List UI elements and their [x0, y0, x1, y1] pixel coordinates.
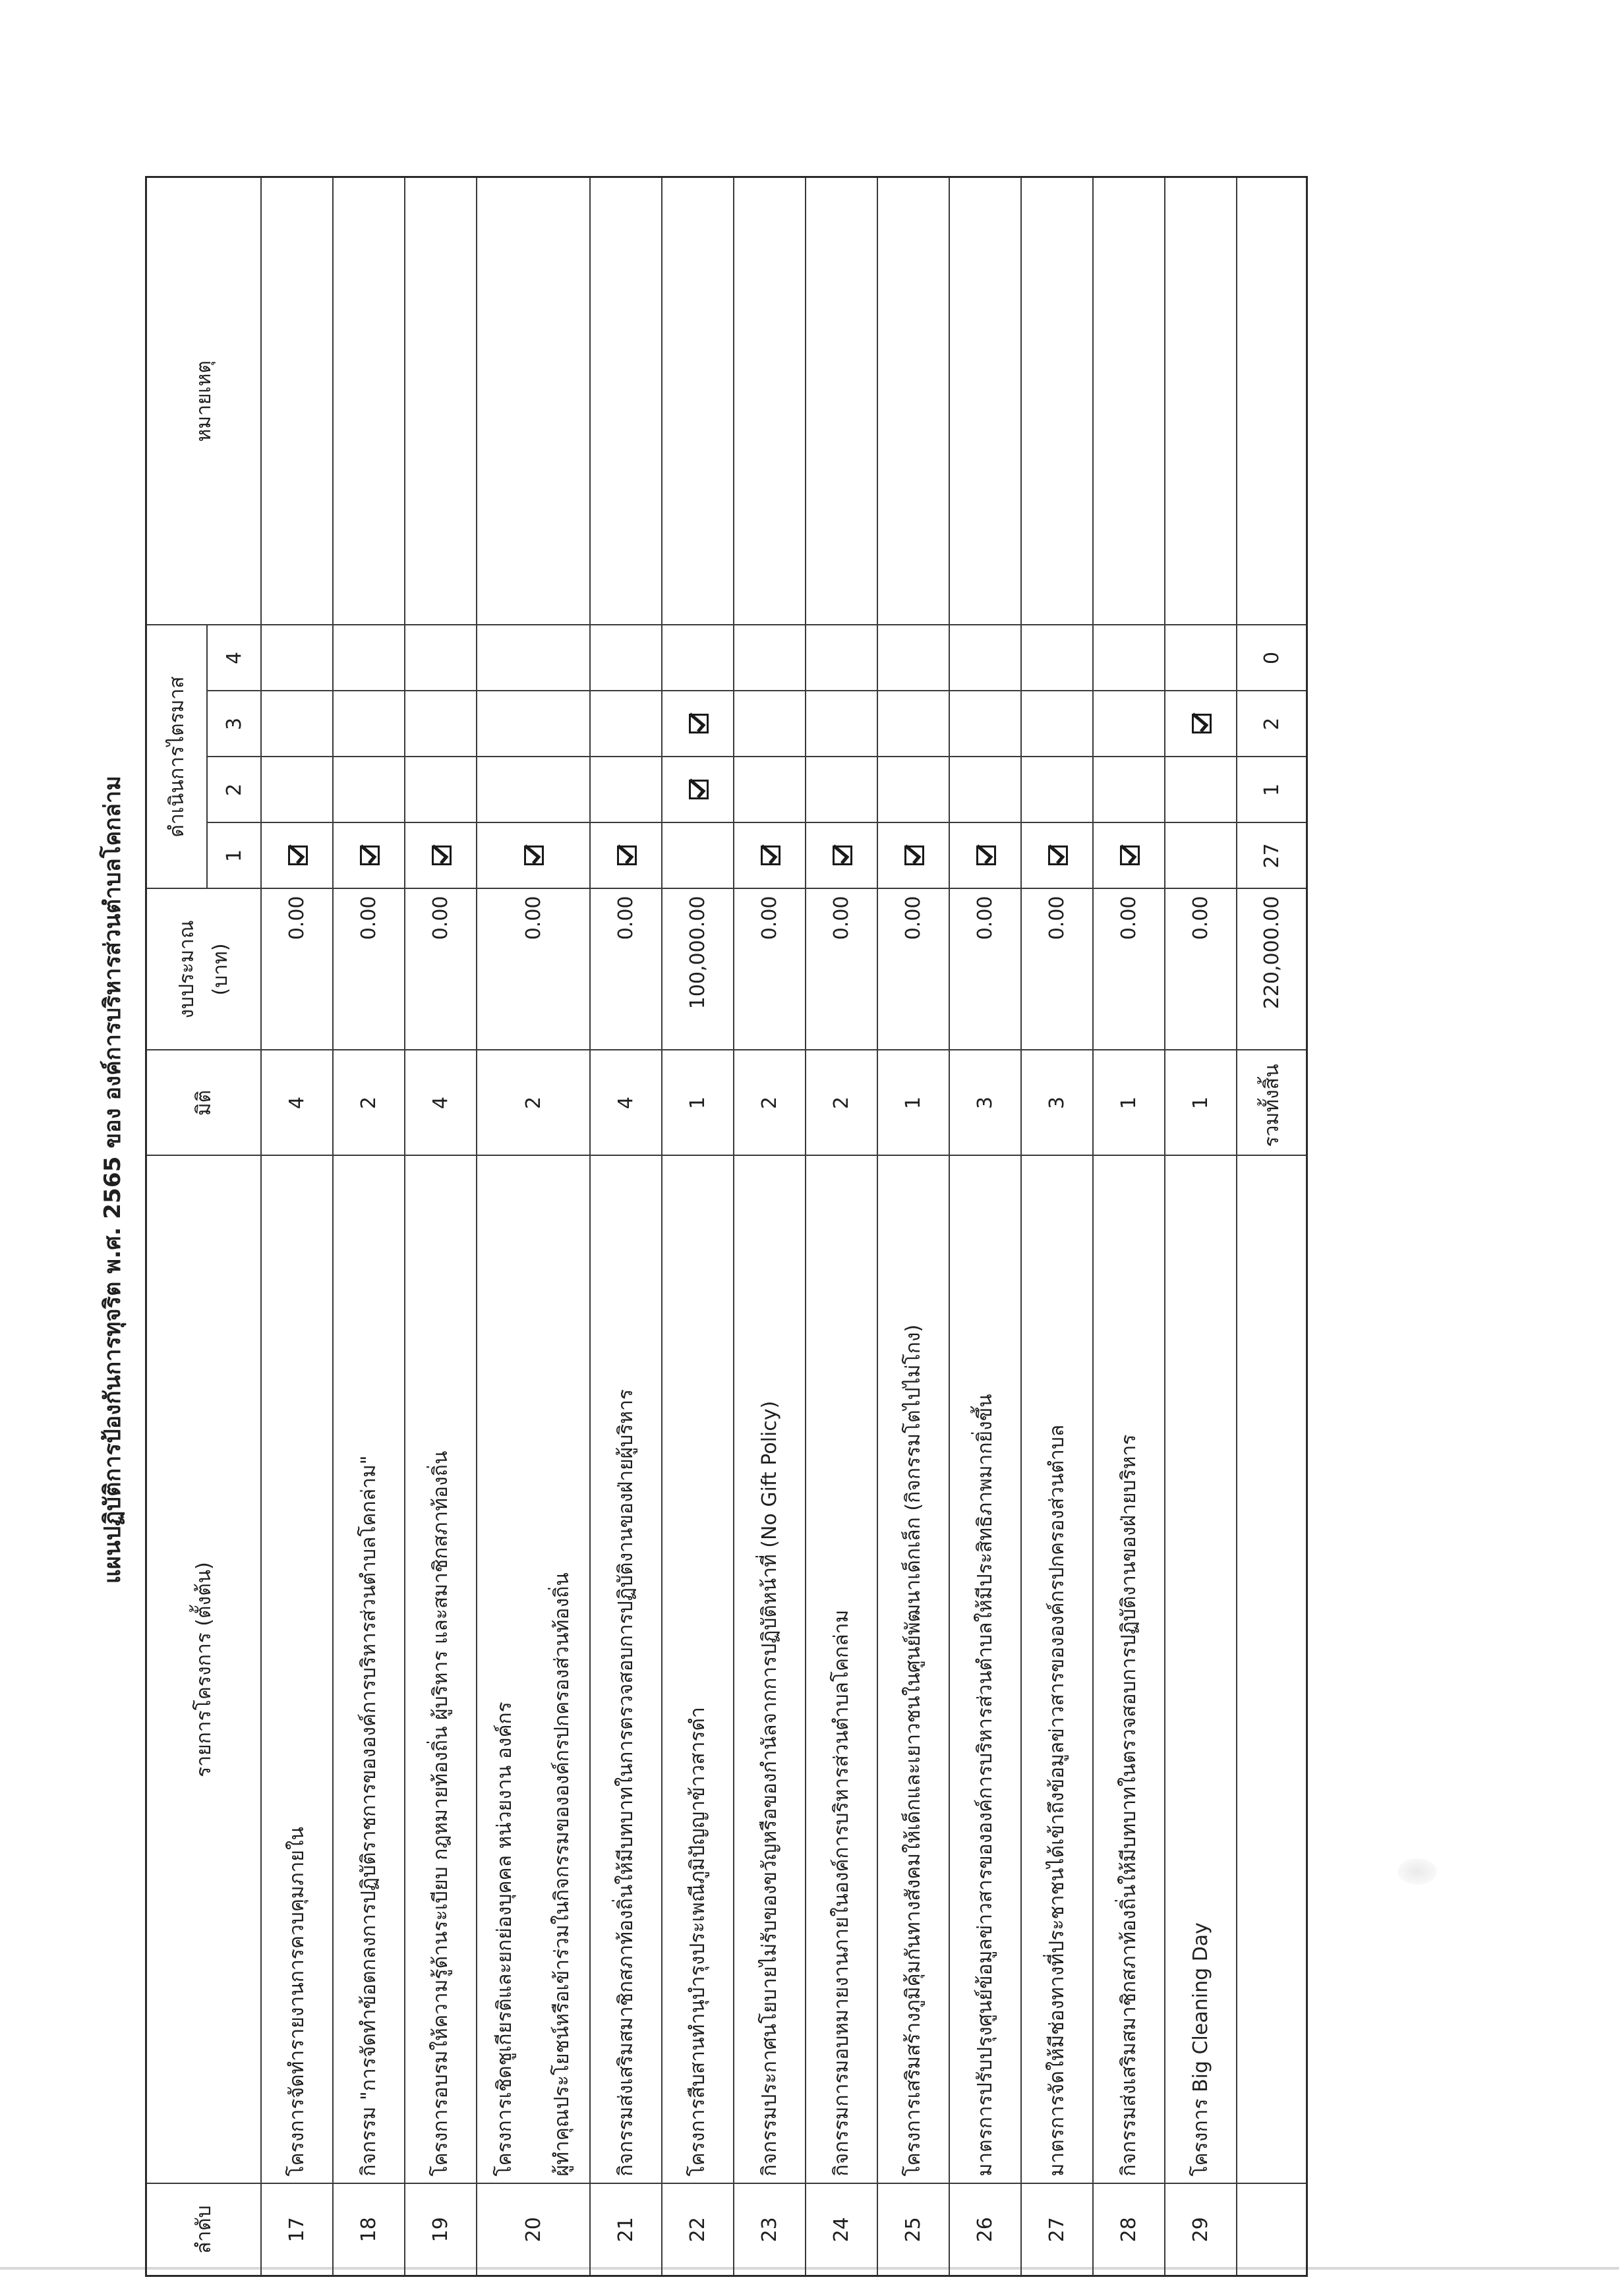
table-row	[405, 177, 477, 2276]
checkmark-icon	[432, 846, 452, 866]
row-number: 24	[806, 2184, 877, 2276]
quarter-q4-cell	[662, 625, 734, 691]
project-name	[662, 1156, 734, 2184]
table-row	[477, 177, 590, 2276]
quarter-q4-cell	[405, 625, 477, 691]
total-q1: 27	[1237, 823, 1307, 889]
quarter-q1-cell	[877, 823, 949, 889]
total-empty-no	[1237, 2184, 1307, 2276]
quarter-q2-cell	[590, 757, 662, 823]
table-row	[949, 177, 1021, 2276]
project-name	[261, 1156, 333, 2184]
total-remarks	[1237, 177, 1307, 625]
row-number: 28	[1093, 2184, 1165, 2276]
remarks-cell	[1165, 177, 1237, 625]
quarter-q3-cell	[1165, 691, 1237, 757]
row-number: 20	[477, 2184, 590, 2276]
quarter-q3-cell	[477, 691, 590, 757]
row-number: 17	[261, 2184, 333, 2276]
project-name-line1: โครงการเชิดชูเกียรติและยกย่องบุคคล หน่วยงาน องค์กร	[493, 1702, 516, 2177]
checkmark-icon	[1120, 846, 1140, 866]
quarter-q4-cell	[261, 625, 333, 691]
project-name-line1: กิจกรรมการมอบหมายงานภายในองค์การบริหารส่วนตำบลโคกล่าม	[830, 1609, 853, 2177]
checkmark-icon	[524, 846, 544, 866]
project-name	[590, 1156, 662, 2184]
remarks-cell	[1093, 177, 1165, 625]
checkmark-icon	[1192, 714, 1212, 734]
project-table	[145, 176, 1308, 2277]
quarter-q1-cell	[261, 823, 333, 889]
quarter-q4-cell	[734, 625, 806, 691]
table-row	[1093, 177, 1165, 2276]
dimension-value: 2	[477, 1050, 590, 1156]
table-row	[261, 177, 333, 2276]
quarter-q1-cell	[734, 823, 806, 889]
project-name-line1: กิจกรรมส่งเสริมสมาชิกสภาท้องถิ่นให้มีบทบาทในตรวจสอบการปฏิบัติงานของฝ่ายบริหาร	[1117, 1434, 1140, 2177]
remarks-cell	[1021, 177, 1093, 625]
row-number: 27	[1021, 2184, 1093, 2276]
quarter-q1-cell	[1165, 823, 1237, 889]
remarks-cell	[333, 177, 405, 625]
project-name	[1165, 1156, 1237, 2184]
quarter-q2-cell	[949, 757, 1021, 823]
dimension-value: 1	[877, 1050, 949, 1156]
project-name	[477, 1156, 590, 2184]
table-row	[590, 177, 662, 2276]
quarter-q1-cell	[590, 823, 662, 889]
budget-value: 0.00	[949, 889, 1021, 1050]
project-name-line1: กิจกรรม "การจัดทำข้อตกลงการปฏิบัติราชการขององค์การบริหารส่วนตำบลโคกล่าม"	[357, 1455, 380, 2177]
table-body	[261, 177, 1237, 2276]
checkmark-icon	[904, 846, 924, 866]
checkmark-icon	[833, 846, 852, 866]
dimension-value: 4	[261, 1050, 333, 1156]
quarter-q2-cell	[1093, 757, 1165, 823]
checkmark-icon	[288, 846, 308, 866]
total-empty-name	[1237, 1156, 1307, 2184]
quarter-q1-cell	[1021, 823, 1093, 889]
dimension-value: 3	[1021, 1050, 1093, 1156]
budget-value: 0.00	[806, 889, 877, 1050]
quarter-q4-cell	[806, 625, 877, 691]
quarter-q3-cell	[1093, 691, 1165, 757]
total-budget: 220,000.00	[1237, 889, 1307, 1050]
remarks-cell	[405, 177, 477, 625]
quarter-q3-cell	[662, 691, 734, 757]
budget-value: 0.00	[477, 889, 590, 1050]
header-q2: 2	[207, 757, 261, 823]
project-name	[877, 1156, 949, 2184]
project-name-line1: โครงการเสริมสร้างภูมิคุ้มกันทางสังคมให้เด็กและเยาวชนในศูนย์พัฒนาเด็กเล็ก (กิจกรรมโตไปไม่โกง)	[902, 1324, 925, 2177]
remarks-cell	[877, 177, 949, 625]
quarter-q2-cell	[1021, 757, 1093, 823]
table-row	[333, 177, 405, 2276]
budget-value: 0.00	[734, 889, 806, 1050]
row-number: 26	[949, 2184, 1021, 2276]
row-number: 22	[662, 2184, 734, 2276]
quarter-q4-cell	[1165, 625, 1237, 691]
budget-value: 100,000.00	[662, 889, 734, 1050]
dimension-value: 4	[590, 1050, 662, 1156]
checkmark-icon	[761, 846, 780, 866]
budget-value: 0.00	[261, 889, 333, 1050]
quarter-q2-cell	[1165, 757, 1237, 823]
checkmark-icon	[617, 846, 637, 866]
dimension-value: 2	[333, 1050, 405, 1156]
project-name	[1093, 1156, 1165, 2184]
project-name-line1: มาตรการปรับปรุงศูนย์ข้อมูลข่าวสารขององค์การบริหารส่วนตำบลให้มีประสิทธิภาพมากยิ่งขึ้น	[974, 1394, 997, 2177]
checkmark-icon	[689, 714, 709, 734]
quarter-q2-cell	[261, 757, 333, 823]
row-number: 25	[877, 2184, 949, 2276]
project-name	[734, 1156, 806, 2184]
budget-value: 0.00	[1165, 889, 1237, 1050]
dimension-value: 1	[662, 1050, 734, 1156]
quarter-q3-cell	[949, 691, 1021, 757]
budget-value: 0.00	[877, 889, 949, 1050]
document-page	[79, 66, 1358, 2277]
header-quarters: ดำเนินการไตรมาส	[146, 625, 208, 888]
checkmark-icon	[976, 846, 996, 866]
quarter-q2-cell	[477, 757, 590, 823]
dimension-value: 2	[806, 1050, 877, 1156]
table-row	[662, 177, 734, 2276]
quarter-q3-cell	[261, 691, 333, 757]
table-row	[877, 177, 949, 2276]
total-q3: 2	[1237, 691, 1307, 757]
table-row	[1165, 177, 1237, 2276]
budget-value: 0.00	[590, 889, 662, 1050]
header-remarks: หมายเหตุ	[146, 177, 262, 625]
header-no: ลำดับ	[146, 2184, 262, 2276]
quarter-q3-cell	[590, 691, 662, 757]
quarter-q1-cell	[405, 823, 477, 889]
budget-value: 0.00	[1021, 889, 1093, 1050]
project-name	[806, 1156, 877, 2184]
header-budget-line1: งบประมาณ	[175, 920, 198, 1019]
quarter-q4-cell	[1021, 625, 1093, 691]
page-title: แผนปฏิบัติการป้องกันการทุจริต พ.ศ. 2565 ของ องค์การบริหารส่วนตำบลโคกล่าม	[100, 775, 126, 1584]
remarks-cell	[590, 177, 662, 625]
quarter-q3-cell	[734, 691, 806, 757]
quarter-q3-cell	[1021, 691, 1093, 757]
quarter-q2-cell	[734, 757, 806, 823]
header-q1: 1	[207, 823, 261, 889]
remarks-cell	[949, 177, 1021, 625]
project-name-line1: มาตรการจัดให้มีช่องทางที่ประชาชนได้เข้าถึงข้อมูลข่าวสารขององค์กรปกครองส่วนตำบล	[1045, 1424, 1069, 2177]
project-name	[333, 1156, 405, 2184]
dimension-value: 1	[1093, 1050, 1165, 1156]
project-name-line1: กิจกรรมส่งเสริมสมาชิกสภาท้องถิ่นให้มีบทบาทในการตรวจสอบการปฏิบัติงานของฝ่ายผู้บริหาร	[614, 1389, 637, 2177]
checkmark-icon	[689, 780, 709, 800]
project-name-line1: โครงการจัดทำรายงานการควบคุมภายใน	[285, 1826, 309, 2177]
remarks-cell	[477, 177, 590, 625]
quarter-q1-cell	[477, 823, 590, 889]
row-number: 21	[590, 2184, 662, 2276]
remarks-cell	[261, 177, 333, 625]
quarter-q4-cell	[949, 625, 1021, 691]
quarter-q4-cell	[333, 625, 405, 691]
quarter-q1-cell	[806, 823, 877, 889]
header-dimension: มิติ	[146, 1050, 262, 1156]
quarter-q2-cell	[806, 757, 877, 823]
quarter-q1-cell	[949, 823, 1021, 889]
quarter-q1-cell	[662, 823, 734, 889]
dimension-value: 3	[949, 1050, 1021, 1156]
table-row	[1021, 177, 1093, 2276]
quarter-q2-cell	[405, 757, 477, 823]
table-row	[734, 177, 806, 2276]
project-name-line1: กิจกรรมประกาศนโยบายไม่รับของขวัญหรือของกำนัลจากการปฏิบัติหน้าที่ (No Gift Policy)	[758, 1400, 781, 2177]
dimension-value: 1	[1165, 1050, 1237, 1156]
quarter-q1-cell	[333, 823, 405, 889]
project-name	[405, 1156, 477, 2184]
header-q3: 3	[207, 691, 261, 757]
header-row	[146, 177, 208, 2276]
quarter-q3-cell	[405, 691, 477, 757]
budget-value: 0.00	[333, 889, 405, 1050]
quarter-q4-cell	[590, 625, 662, 691]
quarter-q1-cell	[1093, 823, 1165, 889]
header-q4: 4	[207, 625, 261, 691]
scan-smudge	[1398, 1858, 1437, 1885]
budget-value: 0.00	[1093, 889, 1165, 1050]
table-row	[806, 177, 877, 2276]
quarter-q3-cell	[806, 691, 877, 757]
quarter-q2-cell	[333, 757, 405, 823]
total-label: รวมทั้งสิ้น	[1237, 1050, 1307, 1156]
project-name-line1: โครงการอบรมให้ความรู้ด้านระเบียบ กฎหมายท้องถิ่น ผู้บริหาร และสมาชิกสภาท้องถิ่น	[429, 1450, 452, 2177]
quarter-q2-cell	[662, 757, 734, 823]
quarter-q4-cell	[1093, 625, 1165, 691]
budget-value: 0.00	[405, 889, 477, 1050]
quarter-q4-cell	[477, 625, 590, 691]
project-name	[1021, 1156, 1093, 2184]
quarter-q3-cell	[877, 691, 949, 757]
dimension-value: 2	[734, 1050, 806, 1156]
remarks-cell	[662, 177, 734, 625]
row-number: 18	[333, 2184, 405, 2276]
remarks-cell	[806, 177, 877, 625]
checkmark-icon	[360, 846, 380, 866]
total-row	[1237, 177, 1307, 2276]
quarter-q2-cell	[877, 757, 949, 823]
total-q2: 1	[1237, 757, 1307, 823]
project-name	[949, 1156, 1021, 2184]
row-number: 29	[1165, 2184, 1237, 2276]
dimension-value: 4	[405, 1050, 477, 1156]
row-number: 19	[405, 2184, 477, 2276]
total-q4: 0	[1237, 625, 1307, 691]
header-budget-line2: (บาท)	[209, 943, 232, 996]
header-project-name: รายการโครงการ (ตั้งต้น)	[146, 1156, 262, 2184]
project-name-line1: โครงการ Big Cleaning Day	[1189, 1922, 1212, 2177]
project-name-line1: โครงการสืบสานทำนุบำรุงประเพณีภูมิปัญญาข้าวสารดำ	[686, 1707, 709, 2177]
remarks-cell	[734, 177, 806, 625]
quarter-q3-cell	[333, 691, 405, 757]
checkmark-icon	[1048, 846, 1068, 866]
row-number: 23	[734, 2184, 806, 2276]
quarter-q4-cell	[877, 625, 949, 691]
header-budget	[146, 889, 262, 1050]
project-name-line2: ผู้ทำคุณประโยชน์หรือเข้าร่วมในกิจกรรมขององค์กรปกครองส่วนท้องถิ่น	[550, 1572, 574, 2177]
